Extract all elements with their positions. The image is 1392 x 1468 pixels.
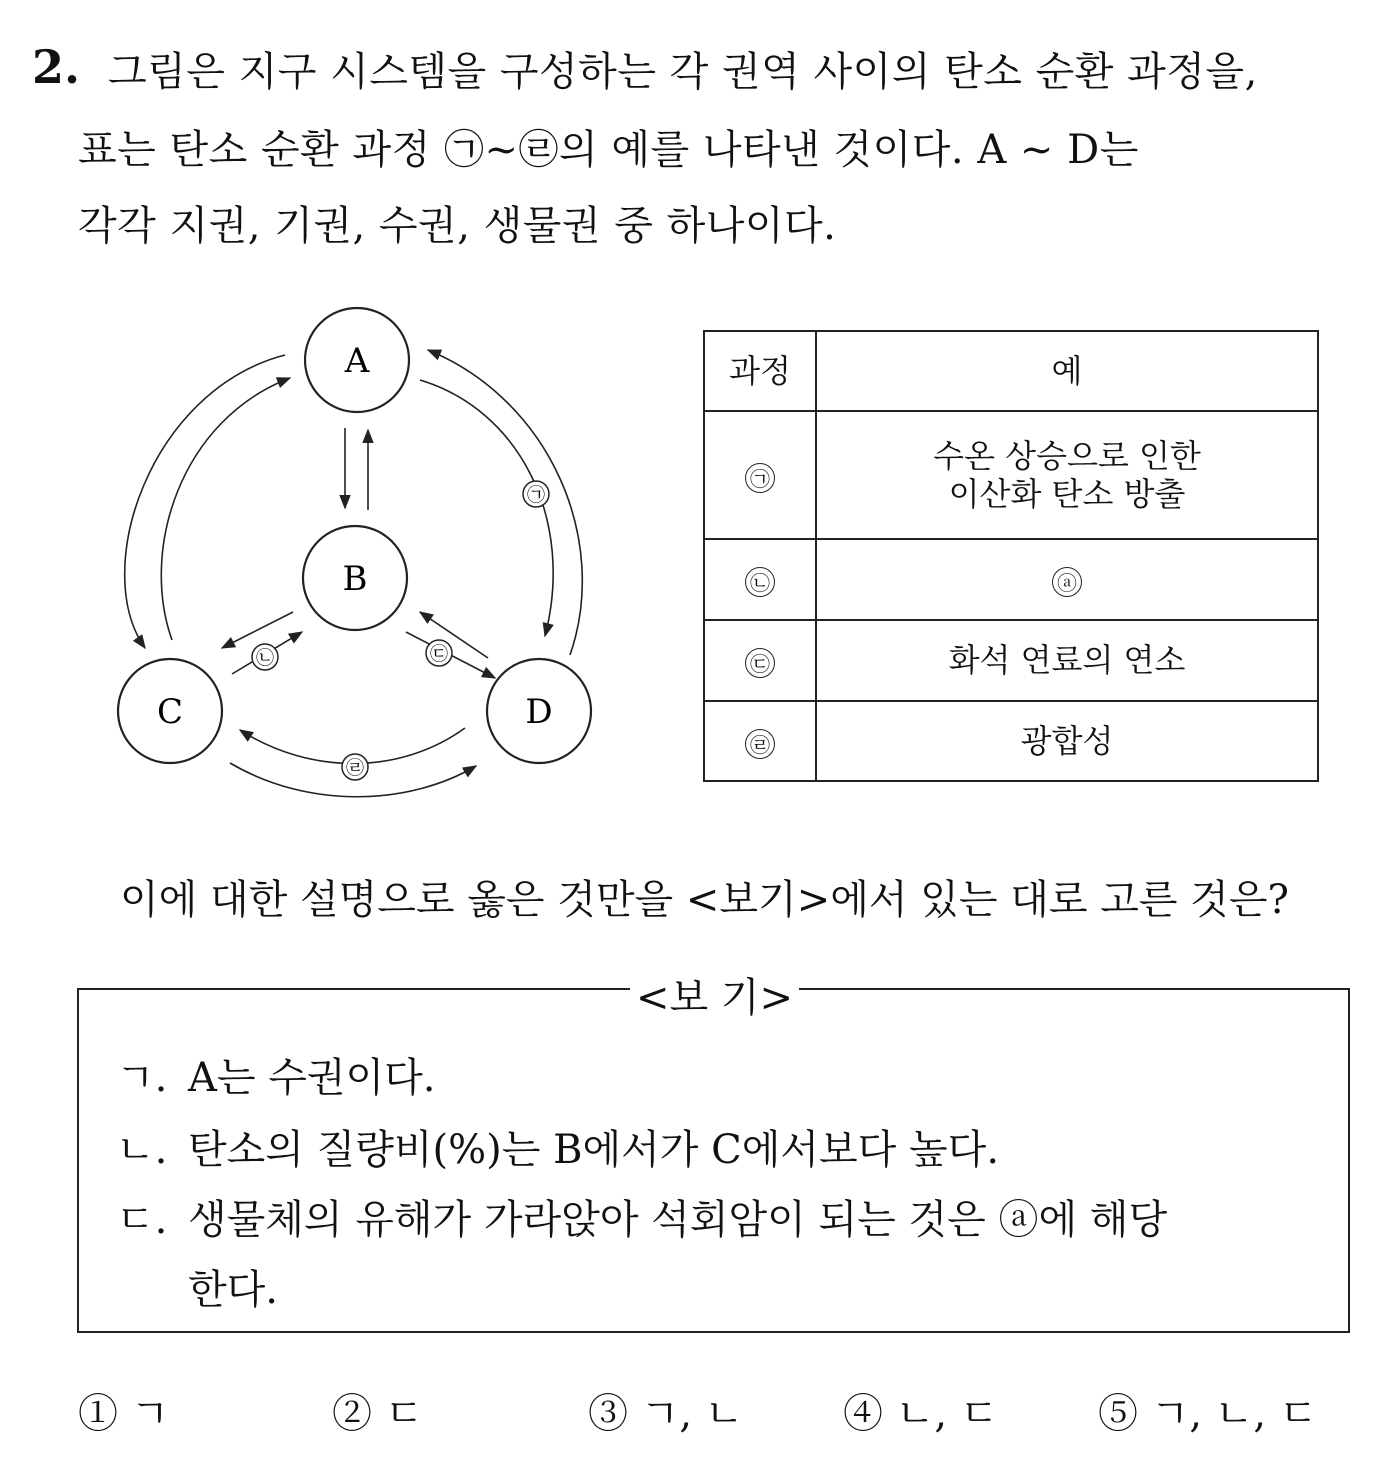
process-label-1 <box>523 481 549 507</box>
bogi-item-text: 한다. <box>188 1267 278 1313</box>
question-line-3: 각각 지권, 기권, 수권, 생물권 중 하나이다. <box>78 203 837 249</box>
table-example-text: 수온 상승으로 인한 <box>933 436 1201 475</box>
svg-text:㉢: ㉢ <box>430 644 448 665</box>
bogi-item-text: 탄소의 질량비(%)는 B에서가 C에서보다 높다. <box>188 1127 1000 1173</box>
choice-3[interactable]: ③ ㄱ, ㄴ <box>588 1391 744 1437</box>
table-example-text: 화석 연료의 연소 <box>816 620 1318 701</box>
node-a <box>305 308 409 412</box>
bogi-item <box>116 1046 436 1103</box>
table-header-process: 과정 <box>704 331 816 411</box>
question-line-2: 표는 탄소 순환 과정 ㉠~㉣의 예를 나타낸 것이다. A ~ D는 <box>78 127 1139 173</box>
table-header-example: 예 <box>816 331 1318 411</box>
table-row <box>704 701 1318 781</box>
table-process-label: ㉠ <box>745 463 775 493</box>
choice-5[interactable]: ⑤ ㄱ, ㄴ, ㄷ <box>1098 1391 1318 1437</box>
node-d <box>487 659 591 763</box>
bogi-item-mark: ㄷ. <box>116 1197 168 1243</box>
question-line-1: 그림은 지구 시스템을 구성하는 각 권역 사이의 탄소 순환 과정을, <box>108 49 1258 95</box>
carbon-cycle-diagram <box>110 300 610 810</box>
table-header-row <box>704 331 1318 411</box>
table-example-text: 이산화 탄소 방출 <box>948 475 1186 513</box>
arrow-d-to-a <box>428 350 582 655</box>
question-number: 2. <box>32 40 81 94</box>
table-row <box>704 620 1318 701</box>
bogi-title: <보 기> <box>630 966 799 1023</box>
table-example-text: 광합성 <box>816 701 1318 781</box>
process-label-4 <box>342 754 368 780</box>
process-label-2 <box>252 644 278 670</box>
table-example-text: ⓐ <box>1052 567 1082 597</box>
bogi-item <box>116 1118 999 1175</box>
choice-1[interactable]: ① ㄱ <box>78 1391 170 1437</box>
table-process-label: ㉡ <box>745 567 775 597</box>
table-row <box>704 539 1318 620</box>
arrow-a-to-d <box>420 380 553 636</box>
arrow-c-to-a <box>161 378 290 640</box>
table-process-label: ㉣ <box>745 729 775 759</box>
process-label-3 <box>426 640 452 666</box>
node-b <box>303 526 407 630</box>
process-table <box>703 330 1319 782</box>
node-c <box>118 659 222 763</box>
bogi-item <box>116 1188 1167 1245</box>
choice-4[interactable]: ④ ㄴ, ㄷ <box>843 1391 999 1437</box>
node-a-label: A <box>344 341 370 381</box>
choice-2[interactable]: ② ㄷ <box>332 1391 424 1437</box>
bogi-item-text: 생물체의 유해가 가라앉아 석회암이 되는 것은 ⓐ에 해당 <box>188 1197 1168 1243</box>
arrow-b-to-c <box>222 612 293 648</box>
node-b-label: B <box>342 559 368 599</box>
svg-text:㉠: ㉠ <box>527 485 545 506</box>
table-process-label: ㉢ <box>745 648 775 678</box>
bogi-item-text: A는 수권이다. <box>188 1055 436 1101</box>
svg-text:㉣: ㉣ <box>346 758 364 779</box>
table-row <box>704 411 1318 539</box>
node-c-label: C <box>156 692 184 732</box>
bogi-item-mark: ㄱ. <box>116 1055 168 1101</box>
node-d-label: D <box>525 692 553 732</box>
bogi-item-mark: ㄴ. <box>116 1127 168 1173</box>
instruction-text: 이에 대한 설명으로 옳은 것만을 <보기>에서 있는 대로 고른 것은? <box>120 877 1289 923</box>
arrow-a-to-c <box>125 355 285 648</box>
bogi-item <box>116 1258 278 1315</box>
svg-text:㉡: ㉡ <box>256 648 274 669</box>
